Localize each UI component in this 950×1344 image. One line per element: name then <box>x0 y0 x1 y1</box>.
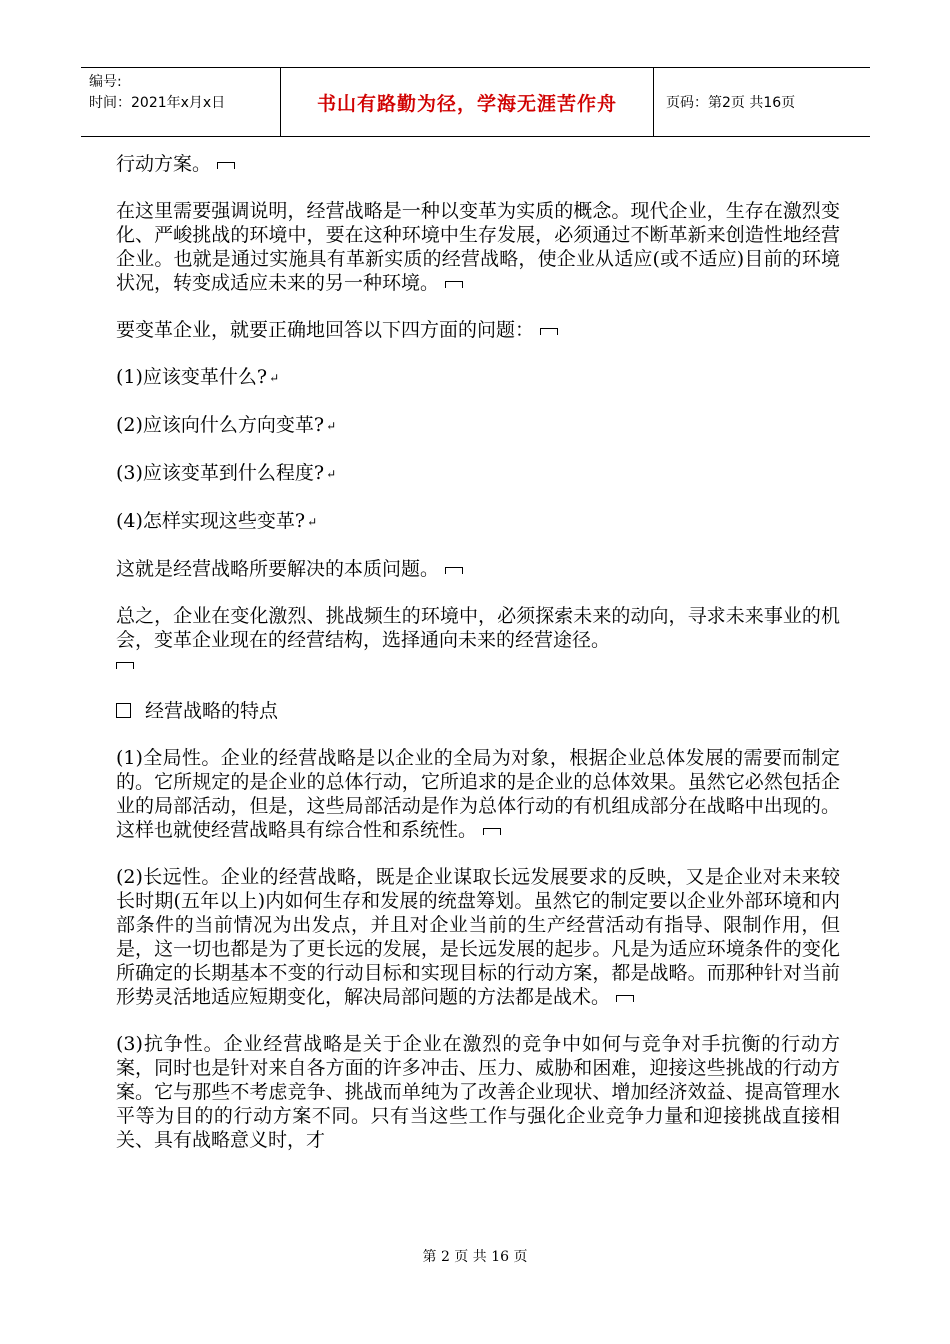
line-break-icon: ↵ <box>269 371 280 385</box>
paragraph: 行动方案。 <box>116 152 840 176</box>
paragraph-mark-icon <box>217 162 235 169</box>
paragraph: 总之，企业在变化激烈、挑战频生的环境中，必须探索未来的动向，寻求未来事业的机会，变革企业现在的经营结构，选择通向未来的经营途径。 <box>116 604 840 676</box>
paragraph: (3)抗争性。企业经营战略是关于企业在激烈的竞争中如何与竞争对手抗衡的行动方案，同时也是针对来自各方面的许多冲击、压力、威胁和困难，迎接这些挑战的行动方案。它与那些不考虑竞争、挑战而单纯为了改善企业现状、增加经济效益、提高管理水平等为目的的行动方案不同。只有当这些工作与强化企业竞争力量和迎接挑战直接相关、具有战略意义时，才 <box>116 1033 840 1151</box>
header-meta <box>81 68 281 136</box>
line-break-icon: ↵ <box>326 467 337 481</box>
paragraph: 在这里需要强调说明，经营战略是一种以变革为实质的概念。现代企业，生存在激烈变化、严峻挑战的环境中，要在这种环境中生存发展，必须通过不断革新来创造性地经营企业。也就是通过实施具有革新实质的经营战略，使企业从适应(或不适应)目前的环境状况，转变成适应未来的另一种环境。 <box>116 200 840 294</box>
header-motto: 书山有路勤为径，学海无涯苦作舟 <box>281 68 654 136</box>
time-label: 时间：2021年x月x日 <box>89 95 226 111</box>
paragraph-mark-icon <box>445 567 463 574</box>
question-item: (1)应该变革什么? ↵ <box>116 366 280 388</box>
page-footer: 第 2 页 共 16 页 <box>422 1249 528 1265</box>
paragraph-mark-icon <box>616 995 634 1002</box>
paragraph: 这就是经营战略所要解决的本质问题。 <box>116 557 840 581</box>
question-item: (2)应该向什么方向变革? ↵ <box>116 414 337 436</box>
paragraph-mark-icon <box>116 662 134 669</box>
number-label: 编号: <box>89 74 122 90</box>
paragraph-mark-icon <box>445 281 463 288</box>
header-page-info: 页码：第2页 共16页 <box>666 95 796 111</box>
paragraph-mark-icon <box>540 328 558 335</box>
paragraph: (1)全局性。企业的经营战略是以企业的全局为对象，根据企业总体发展的需要而制定的。它所规定的是企业的总体行动，它所追求的是企业的总体效果。虽然它必然包括企业的局部活动，但是，这些局部活动是作为总体行动的有机组成部分在战略中出现的。这样也就使经营战略具有综合性和系统性。 <box>116 747 840 841</box>
line-break-icon: ↵ <box>307 515 318 529</box>
paragraph: (2)长远性。企业的经营战略，既是企业谋取长远发展要求的反映，又是企业对未来较长时期(五年以上)内如何生存和发展的统盘筹划。虽然它的制定要以企业外部环境和内部条件的当前情况为出发点，并且对企业当前的生产经营活动有指导、限制作用，但是，这一切也都是为了更长远的发展，是长远发展的起步。凡是为适应环境条件的变化所确定的长期基本不变的行动目标和实现目标的行动方案，都是战略。而那种针对当前形势灵活地适应短期变化，解决局部问题的方法都是战术。 <box>116 866 840 1008</box>
document-body <box>116 152 840 1175</box>
page-header <box>81 67 870 137</box>
section-heading: 经营战略的特点 <box>116 699 840 723</box>
question-item: (4)怎样实现这些变革? ↵ <box>116 510 318 532</box>
question-item: (3)应该变革到什么程度? ↵ <box>116 462 337 484</box>
paragraph-mark-icon <box>483 828 501 835</box>
paragraph: 要变革企业，就要正确地回答以下四方面的问题： <box>116 318 840 342</box>
checkbox-icon <box>116 703 131 718</box>
line-break-icon: ↵ <box>326 419 337 433</box>
